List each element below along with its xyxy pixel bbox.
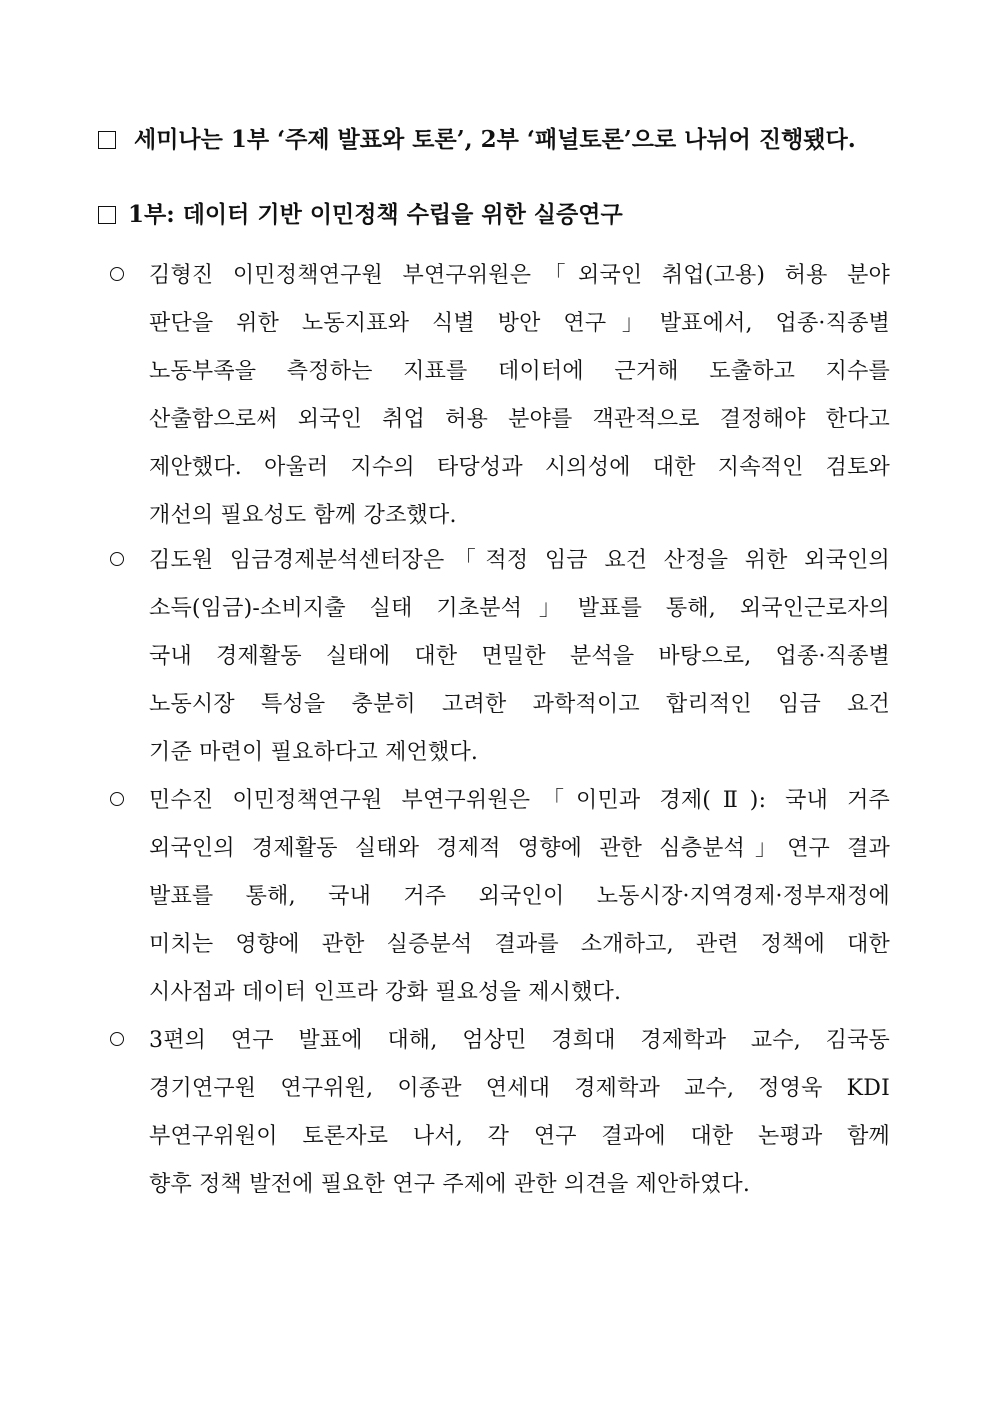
paragraph-line: 발표를 통해, 국내 거주 외국인이 노동시장·지역경제·정부재정에 <box>149 884 890 909</box>
paragraph-line: 기준 마련이 필요하다고 제언했다. <box>149 740 479 765</box>
paragraph-line: 판단을 위한 노동지표와 식별 방안 연구」발표에서, 업종·직종별 <box>149 311 890 336</box>
heading-text: 세미나는 1부 ‘주제 발표와 토론’, 2부 ‘패널토론’으로 나뉘어 진행됐다. <box>134 126 856 153</box>
paragraph-line: 민수진 이민정책연구원 부연구위원은「이민과 경제(Ⅱ): 국내 거주 <box>149 788 890 813</box>
hollow-circle-bullet-icon <box>110 267 124 281</box>
checkbox-square-icon <box>98 206 116 224</box>
hollow-circle-bullet-icon <box>110 552 124 566</box>
hollow-circle-bullet-icon <box>110 792 124 806</box>
hollow-circle-bullet-icon <box>110 1032 124 1046</box>
section-heading-part-1 <box>98 199 898 231</box>
paragraph-line: 미치는 영향에 관한 실증분석 결과를 소개하고, 관련 정책에 대한 <box>149 932 890 957</box>
paragraph-line: 국내 경제활동 실태에 대한 면밀한 분석을 바탕으로, 업종·직종별 <box>149 644 890 669</box>
bullet-paragraph <box>149 1023 890 1215</box>
paragraph-line: 산출함으로써 외국인 취업 허용 분야를 객관적으로 결정해야 한다고 <box>149 407 890 432</box>
paragraph-line: 제안했다. 아울러 지수의 타당성과 시의성에 대한 지속적인 검토와 <box>149 455 890 480</box>
paragraph-line: 노동시장 특성을 충분히 고려한 과학적이고 합리적인 임금 요건 <box>149 692 890 717</box>
bullet-paragraph <box>149 258 890 546</box>
paragraph-line: 개선의 필요성도 함께 강조했다. <box>149 503 457 528</box>
paragraph-line: 3편의 연구 발표에 대해, 엄상민 경희대 경제학과 교수, 김국동 <box>149 1028 890 1053</box>
paragraph-line: 김형진 이민정책연구원 부연구위원은「외국인 취업(고용) 허용 분야 <box>149 263 890 288</box>
paragraph-line: 시사점과 데이터 인프라 강화 필요성을 제시했다. <box>149 980 622 1005</box>
section-heading-seminar-structure <box>98 124 898 156</box>
paragraph-line: 향후 정책 발전에 필요한 연구 주제에 관한 의견을 제안하였다. <box>149 1172 751 1197</box>
paragraph-line: 외국인의 경제활동 실태와 경제적 영향에 관한 심층분석」연구 결과 <box>149 836 890 861</box>
checkbox-square-icon <box>98 131 116 149</box>
bullet-paragraph <box>149 783 890 1023</box>
heading-text: 1부: 데이터 기반 이민정책 수립을 위한 실증연구 <box>128 201 623 228</box>
paragraph-line: 소득(임금)-소비지출 실태 기초분석」발표를 통해, 외국인근로자의 <box>149 596 890 621</box>
paragraph-line: 부연구위원이 토론자로 나서, 각 연구 결과에 대한 논평과 함께 <box>149 1124 890 1149</box>
paragraph-line: 경기연구원 연구위원, 이종관 연세대 경제학과 교수, 정영욱 KDI <box>149 1076 890 1101</box>
paragraph-line: 김도원 임금경제분석센터장은「적정 임금 요건 산정을 위한 외국인의 <box>149 548 890 573</box>
paragraph-line: 노동부족을 측정하는 지표를 데이터에 근거해 도출하고 지수를 <box>149 359 890 384</box>
bullet-paragraph <box>149 543 890 783</box>
